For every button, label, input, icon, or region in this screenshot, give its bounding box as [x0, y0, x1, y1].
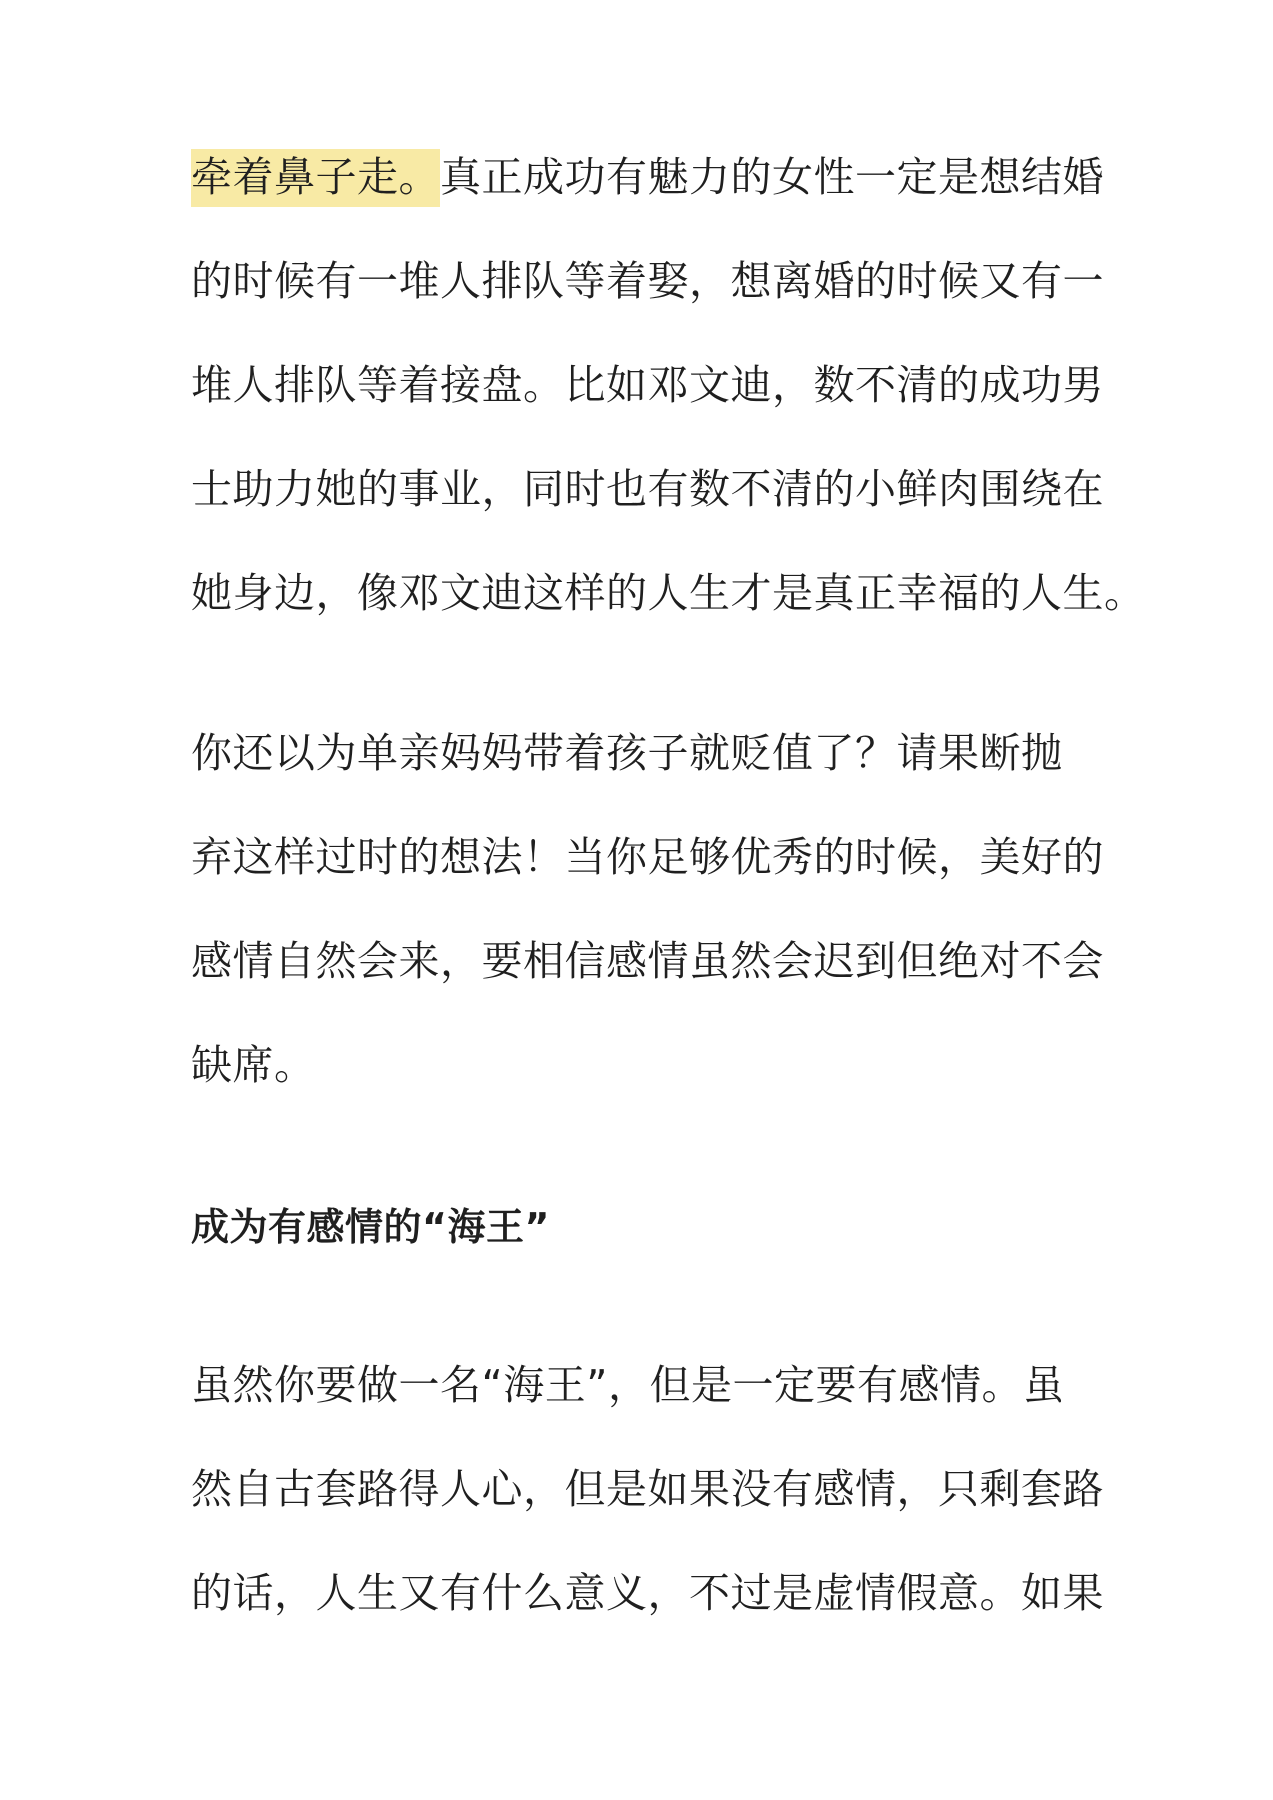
paragraph-3-line-1: 虽然你要做一名“海王”，但是一定要有感情。虽	[191, 1361, 1065, 1409]
paragraph-2-line-1: 你还以为单亲妈妈带着孩子就贬值了？请果断抛	[191, 729, 1063, 777]
paragraph-1-line-1	[191, 150, 1104, 204]
section-heading: 成为有感情的“海王”	[191, 1205, 550, 1249]
paragraph-1-line-5: 她身边，像邓文迪这样的人生才是真正幸福的人生。	[191, 569, 1146, 617]
paragraph-1-line-1-text: 真正成功有魅力的女性一定是想结婚	[440, 153, 1104, 201]
paragraph-2-line-4: 缺席。	[191, 1041, 316, 1089]
paragraph-2-line-3: 感情自然会来，要相信感情虽然会迟到但绝对不会	[191, 937, 1104, 985]
paragraph-1-line-3: 堆人排队等着接盘。比如邓文迪，数不清的成功男	[191, 361, 1104, 409]
paragraph-1-line-2: 的时候有一堆人排队等着娶，想离婚的时候又有一	[191, 257, 1104, 305]
paragraph-2-line-2: 弃这样过时的想法！当你足够优秀的时候，美好的	[191, 833, 1104, 881]
paragraph-1-line-4: 士助力她的事业，同时也有数不清的小鲜肉围绕在	[191, 465, 1104, 513]
paragraph-3-line-3: 的话，人生又有什么意义，不过是虚情假意。如果	[191, 1569, 1104, 1617]
paragraph-3-line-2: 然自古套路得人心，但是如果没有感情，只剩套路	[191, 1465, 1104, 1513]
highlighted-text: 牵着鼻子走。	[191, 149, 440, 207]
